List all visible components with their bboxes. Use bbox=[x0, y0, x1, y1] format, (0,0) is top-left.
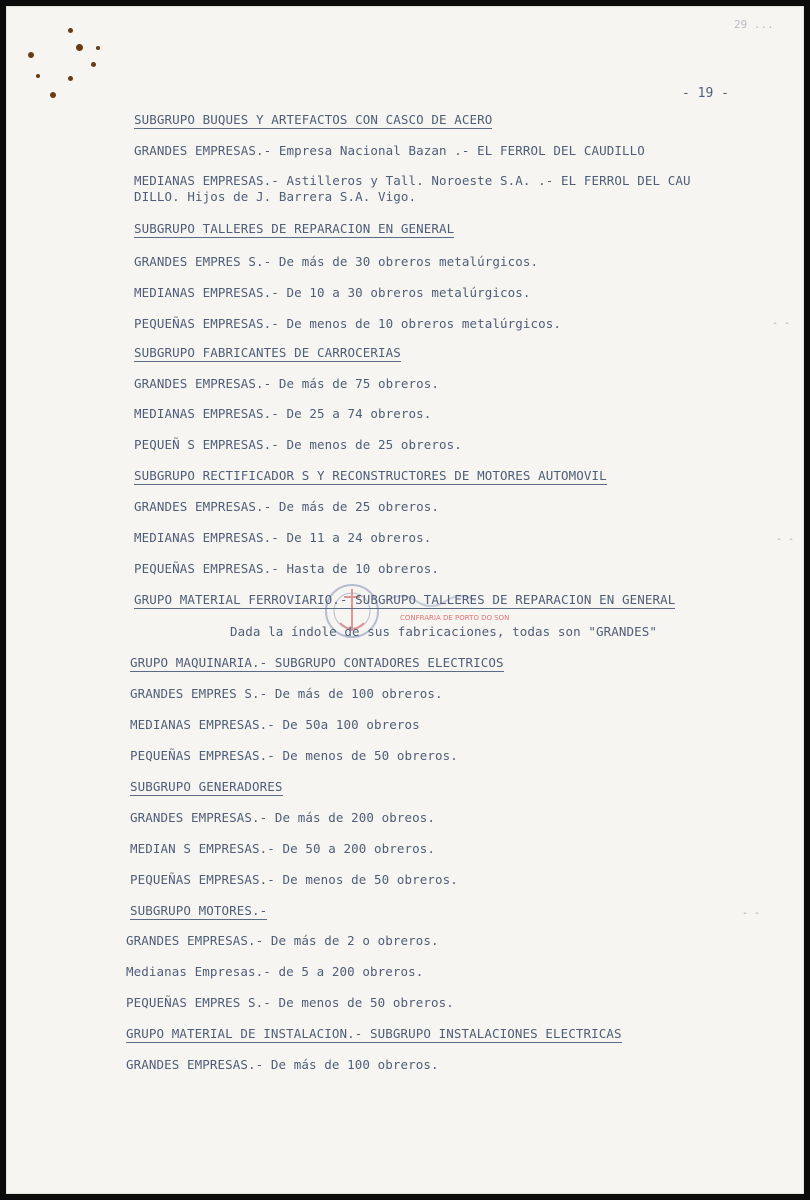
stain-spot bbox=[96, 46, 100, 50]
corner-mark: 29 ... bbox=[734, 18, 774, 31]
section-heading: SUBGRUPO RECTIFICADOR S Y RECONSTRUCTORES DE MOTORES AUTOMOVIL bbox=[134, 468, 607, 483]
stain-spot bbox=[91, 62, 96, 67]
text-line: PEQUEÑAS EMPRES S.- De menos de 50 obreros. bbox=[126, 995, 454, 1010]
text-line: MEDIANAS EMPRESAS.- De 25 a 74 obreros. bbox=[134, 406, 432, 421]
text-line: PEQUEÑAS EMPRESAS.- De menos de 10 obreros metalúrgicos. bbox=[134, 316, 562, 331]
section-heading: SUBGRUPO MOTORES.- bbox=[130, 903, 268, 918]
stamp-caption: CONFRARIA DE PORTO DO SON bbox=[400, 614, 510, 622]
stain-spot bbox=[76, 44, 83, 51]
stain-spot bbox=[28, 52, 34, 58]
text-line: PEQUEÑ S EMPRESAS.- De menos de 25 obreros. bbox=[134, 437, 462, 452]
text-line: Medianas Empresas.- de 5 a 200 obreros. bbox=[126, 964, 424, 979]
section-heading: GRUPO MAQUINARIA.- SUBGRUPO CONTADORES ELECTRICOS bbox=[130, 655, 504, 670]
text-line: MEDIAN S EMPRESAS.- De 50 a 200 obreros. bbox=[130, 841, 436, 856]
section-heading: SUBGRUPO GENERADORES bbox=[130, 779, 283, 794]
margin-mark: - - bbox=[742, 908, 761, 919]
text-line: PEQUEÑAS EMPRESAS.- Hasta de 10 obreros. bbox=[134, 561, 440, 576]
section-heading: SUBGRUPO FABRICANTES DE CARROCERIAS bbox=[134, 345, 401, 360]
text-line: MEDIANAS EMPRESAS.- De 50a 100 obreros bbox=[130, 717, 420, 732]
margin-mark: - - bbox=[776, 534, 795, 545]
text-line: GRANDES EMPRESAS.- De más de 25 obreros. bbox=[134, 499, 440, 514]
section-heading: GRUPO MATERIAL DE INSTALACION.- SUBGRUPO INSTALACIONES ELECTRICAS bbox=[126, 1026, 622, 1041]
text-line: GRANDES EMPRESAS.- De más de 100 obreros. bbox=[126, 1057, 439, 1072]
section-heading: SUBGRUPO TALLERES DE REPARACION EN GENERAL bbox=[134, 221, 455, 236]
margin-mark: - - bbox=[772, 318, 791, 329]
document-page bbox=[6, 6, 804, 1194]
text-line: MEDIANAS EMPRESAS.- Astilleros y Tall. Noroeste S.A. .- EL FERROL DEL CAU bbox=[134, 173, 691, 188]
section-heading: SUBGRUPO BUQUES Y ARTEFACTOS CON CASCO DE ACERO bbox=[134, 112, 493, 127]
stain-spot bbox=[68, 76, 73, 81]
text-line: DILLO. Hijos de J. Barrera S.A. Vigo. bbox=[134, 189, 417, 204]
text-line: Dada la índole de sus fabricaciones, todas son "GRANDES" bbox=[230, 624, 658, 639]
text-line: MEDIANAS EMPRESAS.- De 11 a 24 obreros. bbox=[134, 530, 432, 545]
text-line: PEQUEÑAS EMPRESAS.- De menos de 50 obreros. bbox=[130, 872, 458, 887]
text-line: GRANDES EMPRESAS.- De más de 2 o obreros. bbox=[126, 933, 439, 948]
text-line: MEDIANAS EMPRESAS.- De 10 a 30 obreros metalúrgicos. bbox=[134, 285, 531, 300]
stain-spot bbox=[36, 74, 40, 78]
stain-spot bbox=[68, 28, 73, 33]
section-heading: GRUPO MATERIAL FERROVIARIO.- SUBGRUPO TALLERES DE REPARACION EN GENERAL bbox=[134, 592, 676, 607]
stain-spot bbox=[50, 92, 56, 98]
text-line: PEQUEÑAS EMPRESAS.- De menos de 50 obreros. bbox=[130, 748, 458, 763]
text-line: GRANDES EMPRESAS.- Empresa Nacional Bazan .- EL FERROL DEL CAUDILLO bbox=[134, 143, 645, 158]
text-line: GRANDES EMPRESAS.- De más de 75 obreros. bbox=[134, 376, 440, 391]
text-line: GRANDES EMPRES S.- De más de 100 obreros. bbox=[130, 686, 443, 701]
text-line: GRANDES EMPRESAS.- De más de 200 obreos. bbox=[130, 810, 436, 825]
page-number: - 19 - bbox=[682, 86, 729, 101]
text-line: GRANDES EMPRES S.- De más de 30 obreros metalúrgicos. bbox=[134, 254, 539, 269]
